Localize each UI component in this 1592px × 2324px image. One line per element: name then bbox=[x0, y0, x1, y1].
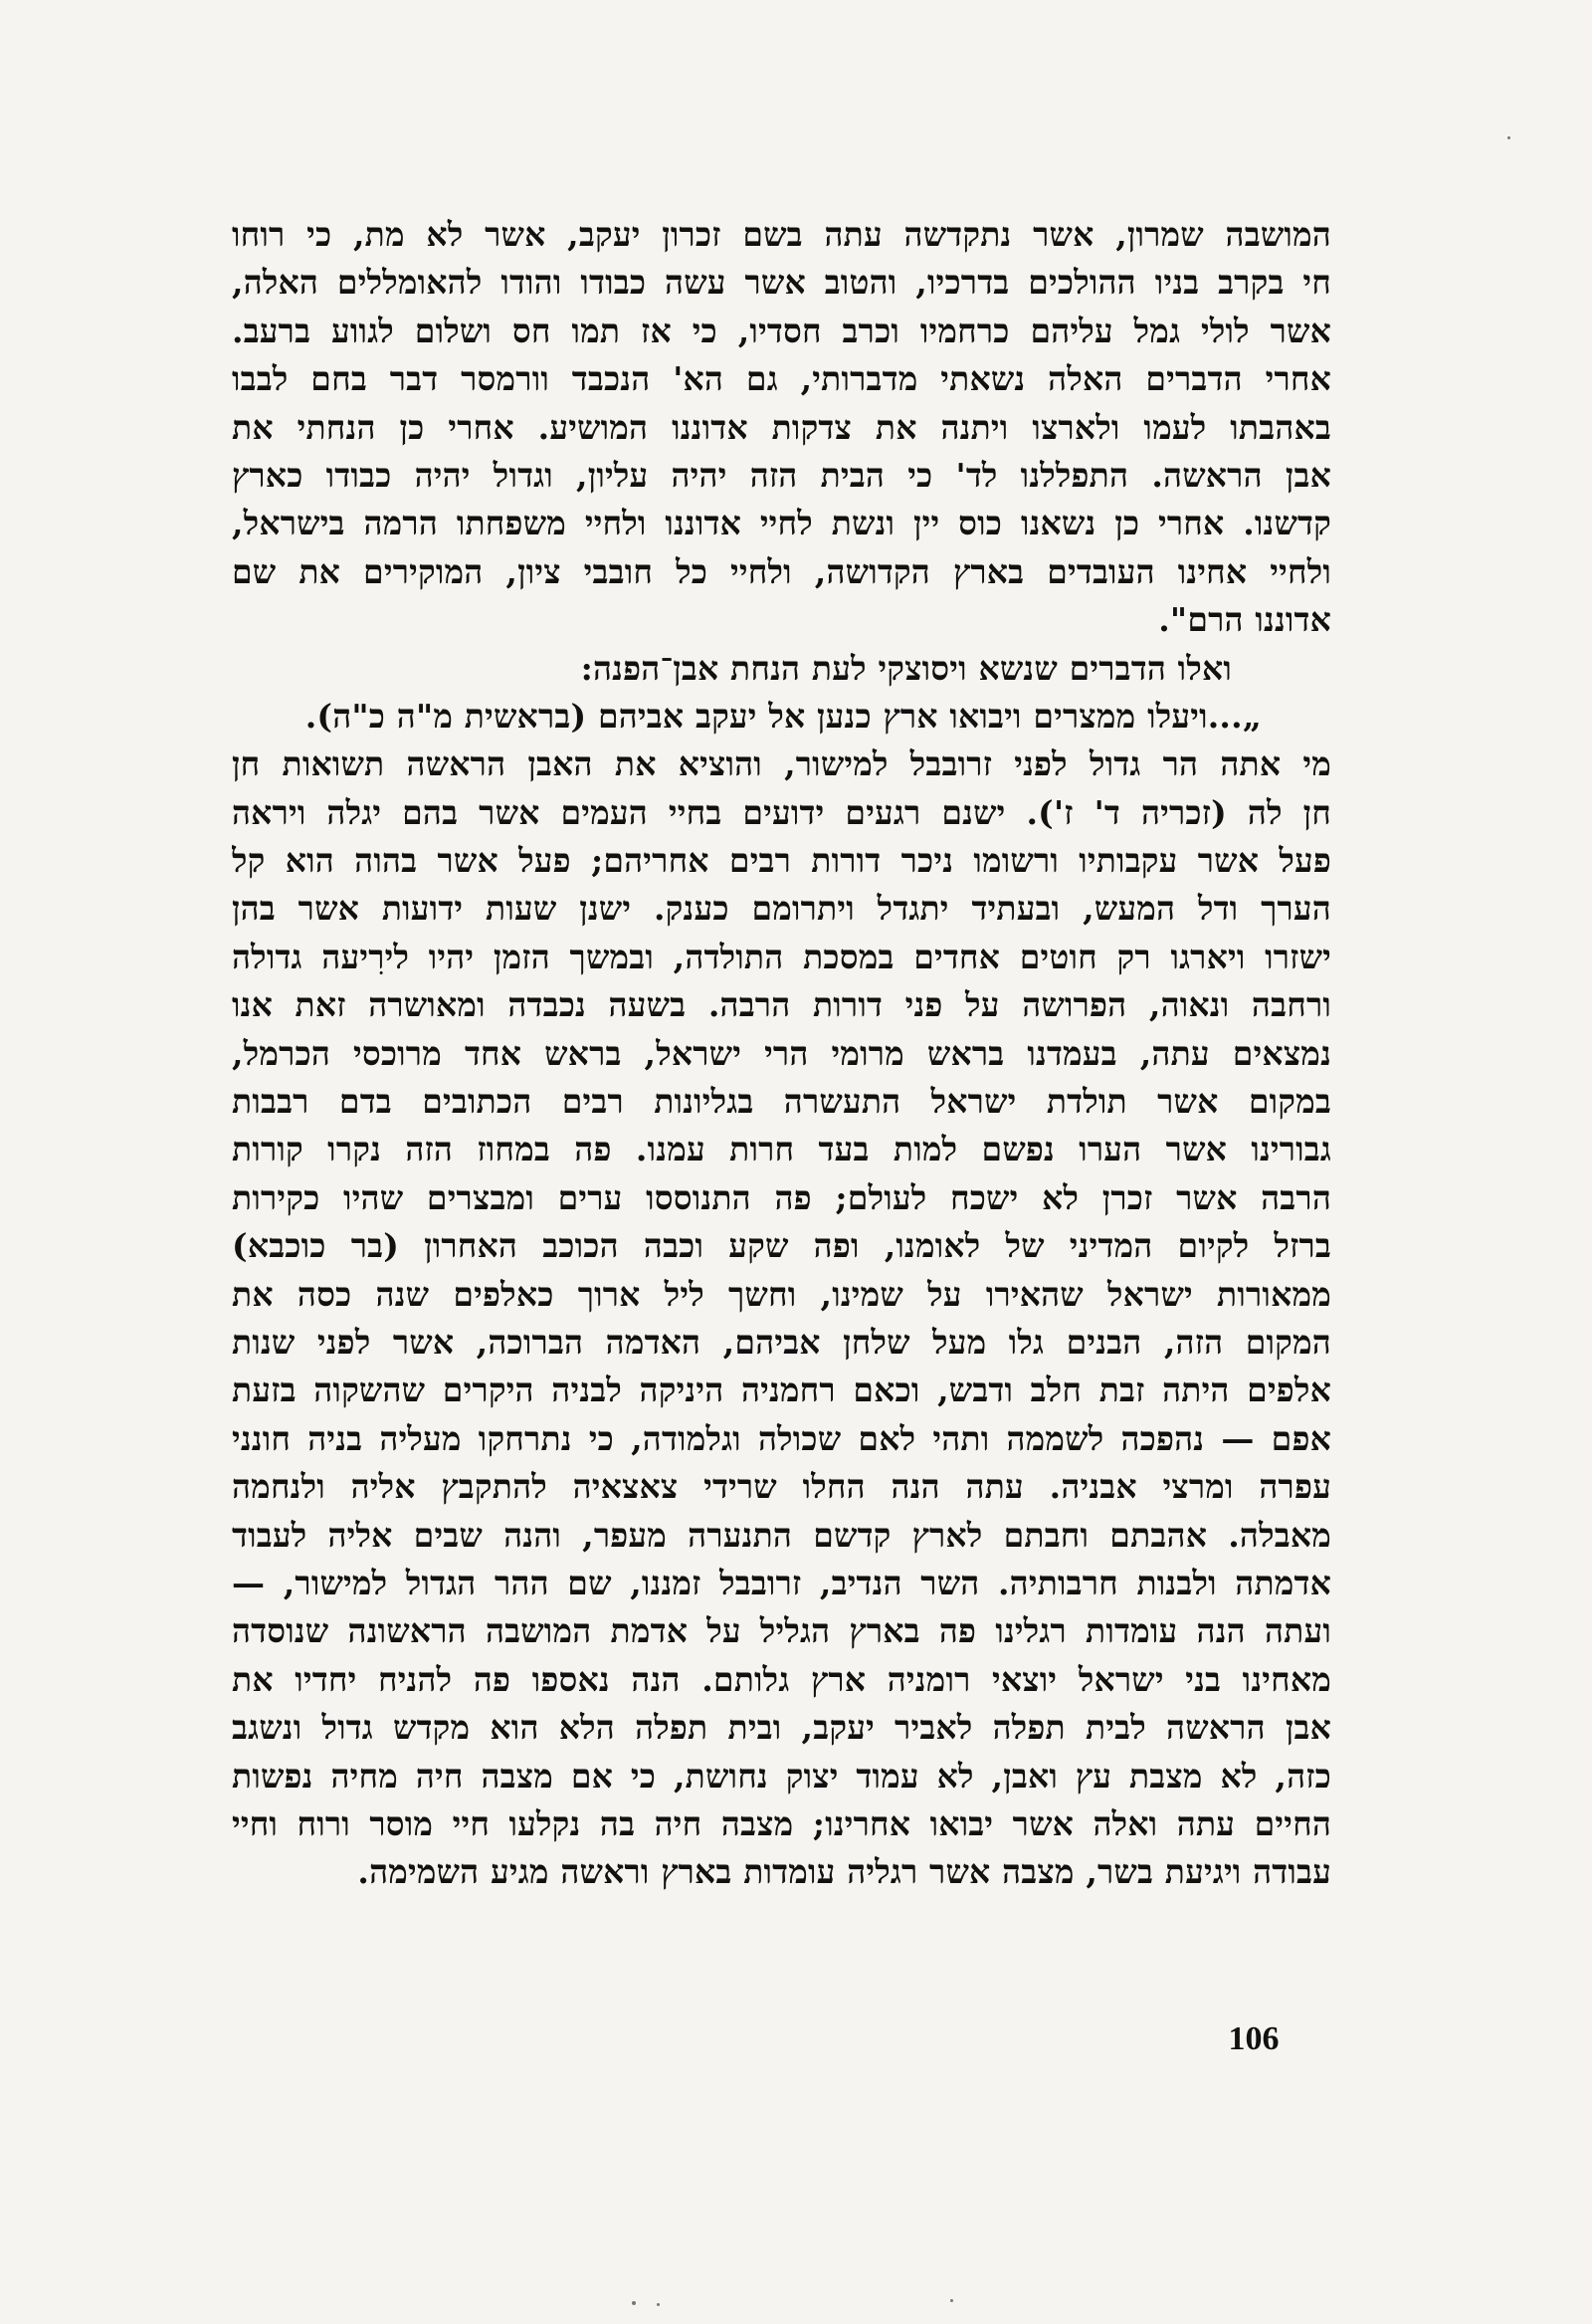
text-line: אדוננו הרם". bbox=[1158, 600, 1331, 640]
text-line: אפם — נהפכה לשממה ותהי לאם שכולה וגלמודה, כי נתרחקו מעליה בניה חונני bbox=[232, 1418, 1331, 1458]
scan-speck bbox=[1507, 136, 1510, 139]
text-line: המקום הזה, הבנים גלו מעל שלחן אביהם, האדמה הברוכה, אשר לפני שנות bbox=[232, 1322, 1331, 1362]
text-line: במקום אשר תולדת ישראל התעשרה בגליונות רבים הכתובים בדם רבבות bbox=[232, 1082, 1331, 1122]
text-line: אבן הראשה. התפללנו לד' כי הבית הזה יהיה עליון, וגדול יהיה כבודו כארץ bbox=[232, 455, 1331, 495]
text-line: ממאורות ישראל שהאירו על שמינו, וחשך ליל ארוך כאלפים שנה כסה את bbox=[232, 1274, 1331, 1314]
text-line: כזה, לא מצבת עץ ואבן, לא עמוד יצוק נחושת, כי אם מצבה חיה מחיה נפשות bbox=[232, 1756, 1331, 1796]
text-line: ועתה הנה עומדות רגלינו פה בארץ הגליל על אדמת המושבה הראשונה שנוסדה bbox=[232, 1611, 1331, 1651]
text-line: חי בקרב בניו ההולכים בדרכיו, והטוב אשר עשה כבודו והודו להאומללים האלה, bbox=[232, 263, 1331, 303]
text-line: עבודה ויגיעת בשר, מצבה אשר רגליה עומדות בארץ וראשה מגיע השמימה. bbox=[357, 1852, 1331, 1892]
text-line: נמצאים עתה, בעמדנו בראש מרומי הרי ישראל, בראש אחד מרוכסי הכרמל, bbox=[232, 1033, 1331, 1073]
text-line: החיים עתה ואלה אשר יבואו אחרינו; מצבה חיה בה נקלעו חיי מוסר ורוח וחיי bbox=[232, 1803, 1331, 1843]
text-line: קדשנו. אחרי כן נשאנו כוס יין ונשת לחיי אדוננו ולחיי משפחתו הרמה בישראל, bbox=[232, 504, 1331, 543]
text-line: ולחיי אחינו העובדים בארץ הקדושה, ולחיי כל חובבי ציון, המוקירים את שם bbox=[232, 551, 1331, 591]
page-number: 106 bbox=[1228, 2020, 1280, 2057]
body-text bbox=[232, 211, 1331, 1897]
text-line: ישזרו ויארגו רק חוטים אחדים במסכת התולדה, ובמשך הזמן יהיו לירִיעה גדולה bbox=[232, 937, 1331, 976]
scan-speck bbox=[657, 2303, 660, 2306]
text-line: אחרי הדברים האלה נשאתי מדברותי, גם הא' הנכבד וורמסר דבר בחם לבבו bbox=[232, 359, 1331, 399]
text-line: אבן הראשה לבית תפלה לאביר יעקב, ובית תפלה הלא הוא מקדש גדול ונשגב bbox=[232, 1708, 1331, 1748]
text-line: הערך ודל המעש, ובעתיד יתגדל ויתרומם כענק. ישנן שעות ידועות אשר בהן bbox=[232, 889, 1331, 929]
text-line: הרבה אשר זכרן לא ישכח לעולם; פה התנוססו ערים ומבצרים שהיו כקירות bbox=[232, 1177, 1331, 1217]
scan-speck bbox=[950, 2299, 953, 2302]
text-line: באהבתו לעמו ולארצו ויתנה את צדקות אדוננו המושיע. אחרי כן הנחתי את bbox=[232, 407, 1331, 447]
text-line: אדמתה ולבנות חרבותיה. השר הנדיב, זרובבל זמננו, שם ההר הגדול למישור, — bbox=[232, 1563, 1331, 1602]
text-line: מי אתה הר גדול לפני זרובבל למישור, והוציא את האבן הראשה תשואות חן bbox=[232, 744, 1331, 784]
scan-speck bbox=[632, 2301, 636, 2305]
text-line: עפרה ומרצי אבניה. עתה הנה החלו שרידי צאצאיה להתקבץ אליה ולנחמה bbox=[232, 1467, 1331, 1507]
text-line: מאבלה. אהבתם וחבתם לארץ קדשם התנערה מעפר, והנה שבים אליה לעבוד bbox=[232, 1515, 1331, 1555]
text-line: חן לה (זכריה ד' ז'). ישנם רגעים ידועים בחיי העמים אשר בהם יגלה ויראה bbox=[232, 792, 1331, 832]
text-line: אלפים היתה זבת חלב ודבש, וכאם רחמניה היניקה לבניה היקרים שהשקוה בזעת bbox=[232, 1371, 1331, 1410]
text-line: מאחינו בני ישראל יוצאי רומניה ארץ גלותם. הנה נאספו פה להניח יחדיו את bbox=[232, 1659, 1331, 1699]
text-line: המושבה שמרון, אשר נתקדשה עתה בשם זכרון יעקב, אשר לא מת, כי רוחו bbox=[232, 215, 1331, 254]
text-line: גבורינו אשר הערו נפשם למות בעד חרות עמנו. פה במחוז הזה נקרו קורות bbox=[232, 1130, 1331, 1169]
text-line: ואלו הדברים שנשא ויסוצקי לעת הנחת אבן־הפנה: bbox=[580, 648, 1232, 688]
text-line: „...ויעלו ממצרים ויבואו ארץ כנען אל יעקב אביהם (בראשית מ"ה כ"ה). bbox=[304, 696, 1262, 736]
text-line: ברזל לקיום המדיני של לאומנו, ופה שקע וכבה הכוכב האחרון (בר כוכבא) bbox=[232, 1226, 1331, 1266]
text-line: ורחבה ונאוה, הפרושה על פני דורות הרבה. בשעה נכבדה ומאושרה זאת אנו bbox=[232, 985, 1331, 1025]
text-line: פעל אשר עקבותיו ורשומו ניכר דורות רבים אחריהם; פעל אשר בהוה הוא קל bbox=[232, 841, 1331, 881]
text-line: אשר לולי גמל עליהם כרחמיו וכרב חסדיו, כי אז תמו חס ושלום לגווע ברעב. bbox=[232, 311, 1331, 350]
